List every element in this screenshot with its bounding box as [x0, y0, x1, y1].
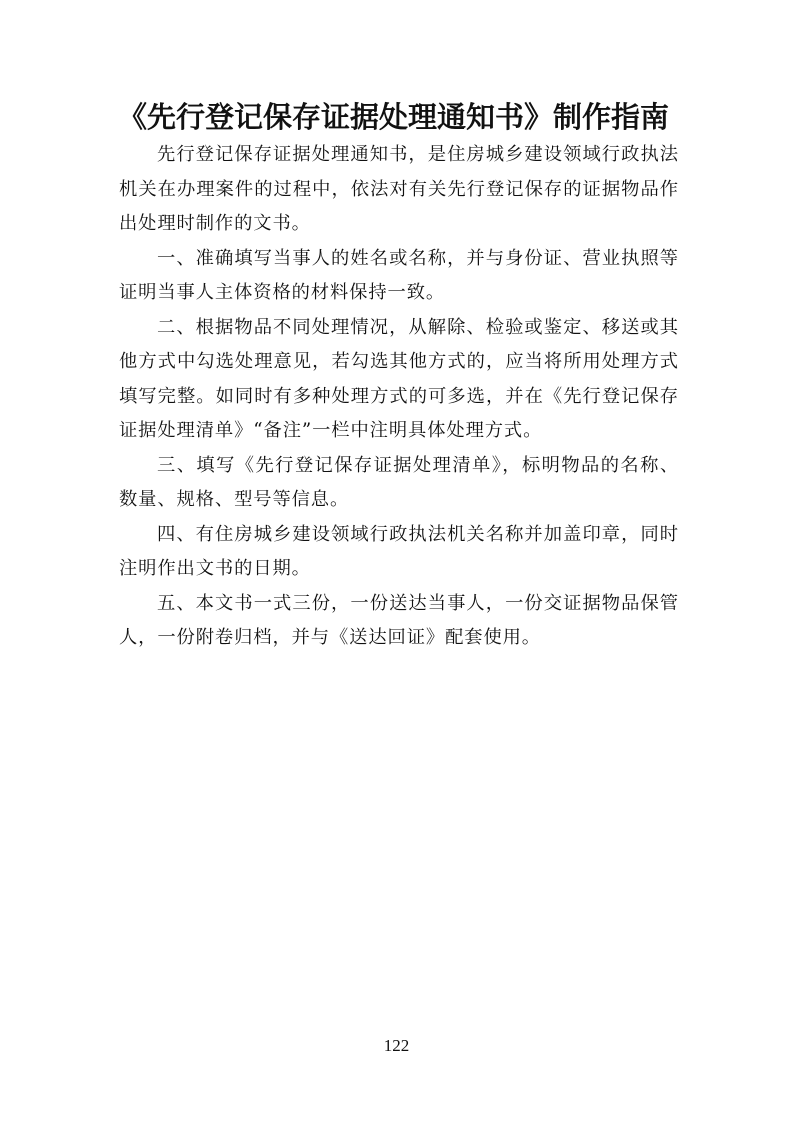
page-number: 122 [383, 1036, 410, 1055]
document-body [119, 138, 679, 656]
intro-paragraph: 先行登记保存证据处理通知书，是住房城乡建设领域行政执法机关在办理案件的过程中，依法对有关先行登记保存的证据物品作出处理时制作的文书。 [119, 144, 679, 234]
instruction-paragraph-1: 一、准确填写当事人的姓名或名称，并与身份证、营业执照等证明当事人主体资格的材料保持一致。 [119, 247, 679, 303]
instruction-paragraph-2: 二、根据物品不同处理情况，从解除、检验或鉴定、移送或其他方式中勾选处理意见，若勾选其他方式的，应当将所用处理方式填写完整。如同时有多种处理方式的可多选，并在《先行登记保存证据处理清单》“备注”一栏中注明具体处理方式。 [119, 316, 679, 441]
instruction-paragraph-5: 五、本文书一式三份，一份送达当事人，一份交证据物品保管人，一份附卷归档，并与《送达回证》配套使用。 [119, 592, 679, 648]
document-title: 《先行登记保存证据处理通知书》制作指南 [118, 100, 670, 134]
instruction-paragraph-3: 三、填写《先行登记保存证据处理清单》，标明物品的名称、数量、规格、型号等信息。 [119, 454, 679, 510]
instruction-paragraph-4: 四、有住房城乡建设领域行政执法机关名称并加盖印章，同时注明作出文书的日期。 [119, 523, 679, 579]
